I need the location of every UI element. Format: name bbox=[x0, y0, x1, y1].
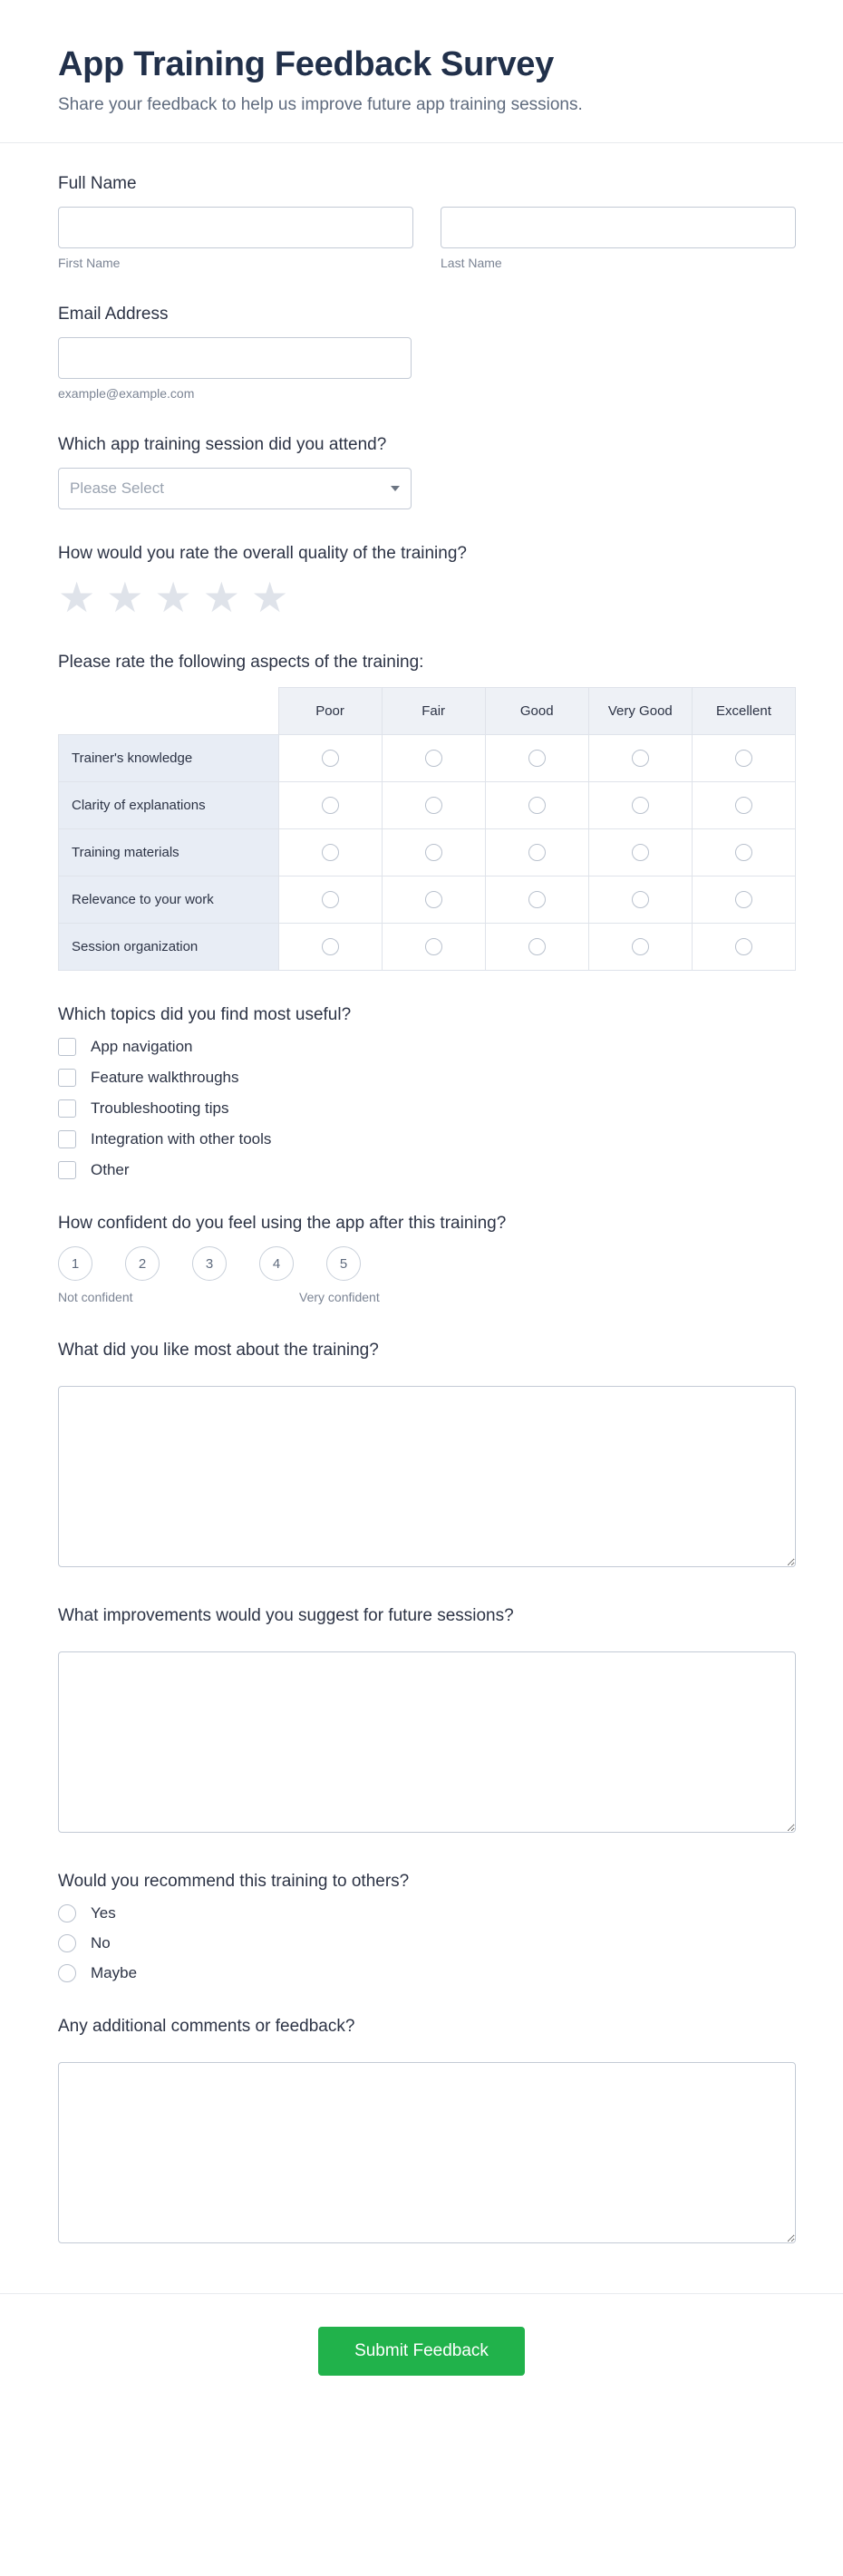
radio-icon[interactable] bbox=[528, 797, 546, 814]
radio-icon[interactable] bbox=[632, 844, 649, 861]
star-rating[interactable] bbox=[58, 574, 785, 621]
matrix-col-excellent: Excellent bbox=[692, 688, 795, 735]
confidence-option-1[interactable]: 1 bbox=[58, 1246, 92, 1281]
radio-icon[interactable] bbox=[322, 938, 339, 955]
first-name-input[interactable] bbox=[58, 207, 413, 248]
matrix-cell-1-2[interactable] bbox=[485, 782, 588, 829]
matrix-cell-0-2[interactable] bbox=[485, 735, 588, 782]
full-name-label: Full Name bbox=[58, 174, 137, 193]
email-label: Email Address bbox=[58, 305, 169, 324]
topics-label: Which topics did you find most useful? bbox=[58, 1005, 352, 1024]
topic-label-3: Integration with other tools bbox=[91, 1130, 272, 1148]
matrix-cell-3-1[interactable] bbox=[382, 876, 485, 924]
radio-icon[interactable] bbox=[322, 750, 339, 767]
radio-icon[interactable] bbox=[425, 938, 442, 955]
session-selected-value: Please Select bbox=[70, 479, 164, 497]
matrix-row-label-1: Clarity of explanations bbox=[59, 782, 279, 829]
radio-icon[interactable] bbox=[632, 797, 649, 814]
radio-icon[interactable] bbox=[58, 1934, 76, 1952]
star-icon-1[interactable]: ★ bbox=[58, 574, 96, 621]
table-row bbox=[59, 876, 796, 924]
matrix-col-very-good: Very Good bbox=[588, 688, 692, 735]
improvements-textarea[interactable] bbox=[58, 1651, 796, 1833]
matrix-cell-4-3[interactable] bbox=[588, 924, 692, 971]
confidence-scale bbox=[58, 1246, 785, 1281]
recommend-option-maybe[interactable] bbox=[58, 1964, 785, 1982]
matrix-cell-4-4[interactable] bbox=[692, 924, 795, 971]
matrix-cell-2-1[interactable] bbox=[382, 829, 485, 876]
improvements-label: What improvements would you suggest for future sessions? bbox=[58, 1606, 514, 1625]
radio-icon[interactable] bbox=[322, 844, 339, 861]
recommend-label: Would you recommend this training to others? bbox=[58, 1872, 410, 1891]
table-row bbox=[59, 829, 796, 876]
topic-label-1: Feature walkthroughs bbox=[91, 1069, 239, 1086]
table-row bbox=[59, 782, 796, 829]
matrix-cell-0-0[interactable] bbox=[278, 735, 382, 782]
confidence-legend bbox=[58, 1290, 785, 1306]
field-confidence bbox=[58, 1214, 785, 1306]
confidence-legend-high: Very confident bbox=[299, 1290, 380, 1304]
matrix-cell-0-4[interactable] bbox=[692, 735, 795, 782]
form-header bbox=[0, 0, 843, 143]
matrix-cell-3-0[interactable] bbox=[278, 876, 382, 924]
email-sublabel: example@example.com bbox=[58, 386, 195, 401]
field-matrix bbox=[58, 653, 785, 971]
session-label: Which app training session did you attend? bbox=[58, 435, 387, 454]
confidence-option-2[interactable]: 2 bbox=[125, 1246, 160, 1281]
matrix-cell-3-2[interactable] bbox=[485, 876, 588, 924]
radio-icon[interactable] bbox=[425, 797, 442, 814]
radio-icon[interactable] bbox=[632, 891, 649, 908]
radio-icon[interactable] bbox=[425, 844, 442, 861]
field-topics bbox=[58, 1005, 785, 1179]
topic-option-other[interactable] bbox=[58, 1161, 785, 1179]
matrix-cell-1-0[interactable] bbox=[278, 782, 382, 829]
overall-rating-label: How would you rate the overall quality of the training? bbox=[58, 544, 467, 563]
confidence-label: How confident do you feel using the app after this training? bbox=[58, 1214, 507, 1233]
matrix-header-row bbox=[59, 688, 796, 735]
chevron-down-icon bbox=[391, 486, 400, 491]
table-row bbox=[59, 735, 796, 782]
topic-label-0: App navigation bbox=[91, 1038, 193, 1055]
recommend-option-yes[interactable] bbox=[58, 1904, 785, 1922]
checkbox-icon[interactable] bbox=[58, 1099, 76, 1118]
radio-icon[interactable] bbox=[735, 797, 752, 814]
confidence-option-3[interactable]: 3 bbox=[192, 1246, 227, 1281]
matrix-cell-3-3[interactable] bbox=[588, 876, 692, 924]
matrix-corner bbox=[59, 688, 279, 735]
matrix-cell-2-3[interactable] bbox=[588, 829, 692, 876]
page-title: App Training Feedback Survey bbox=[58, 45, 554, 83]
matrix-cell-4-2[interactable] bbox=[485, 924, 588, 971]
topic-label-4: Other bbox=[91, 1161, 130, 1178]
page-subtitle: Share your feedback to help us improve future app training sessions. bbox=[58, 95, 583, 114]
matrix-col-good: Good bbox=[485, 688, 588, 735]
matrix-cell-1-4[interactable] bbox=[692, 782, 795, 829]
matrix-row-label-0: Trainer's knowledge bbox=[59, 735, 279, 782]
form-body bbox=[0, 143, 843, 2293]
field-recommend bbox=[58, 1872, 785, 1982]
matrix-row-label-3: Relevance to your work bbox=[59, 876, 279, 924]
radio-icon[interactable] bbox=[528, 891, 546, 908]
checkbox-icon[interactable] bbox=[58, 1069, 76, 1087]
full-name-row bbox=[58, 207, 785, 270]
topic-option-troubleshooting-tips[interactable] bbox=[58, 1099, 785, 1118]
last-name-input[interactable] bbox=[441, 207, 796, 248]
confidence-legend-low: Not confident bbox=[58, 1290, 133, 1304]
matrix-col-fair: Fair bbox=[382, 688, 485, 735]
star-icon-5[interactable]: ★ bbox=[251, 574, 289, 621]
comments-textarea[interactable] bbox=[58, 2062, 796, 2243]
matrix-cell-2-0[interactable] bbox=[278, 829, 382, 876]
table-row bbox=[59, 924, 796, 971]
matrix-cell-4-0[interactable] bbox=[278, 924, 382, 971]
radio-icon[interactable] bbox=[322, 797, 339, 814]
field-email bbox=[58, 305, 785, 401]
radio-icon[interactable] bbox=[425, 750, 442, 767]
field-session bbox=[58, 435, 785, 509]
checkbox-icon[interactable] bbox=[58, 1038, 76, 1056]
radio-icon[interactable] bbox=[528, 750, 546, 767]
topic-label-2: Troubleshooting tips bbox=[91, 1099, 229, 1117]
radio-icon[interactable] bbox=[632, 750, 649, 767]
field-overall-rating bbox=[58, 544, 785, 621]
radio-icon[interactable] bbox=[735, 938, 752, 955]
matrix-cell-1-1[interactable] bbox=[382, 782, 485, 829]
field-improvements bbox=[58, 1606, 785, 1837]
radio-icon[interactable] bbox=[735, 891, 752, 908]
matrix-label: Please rate the following aspects of the training: bbox=[58, 653, 424, 672]
matrix-row-label-2: Training materials bbox=[59, 829, 279, 876]
field-full-name bbox=[58, 174, 785, 270]
submit-button[interactable]: Submit Feedback bbox=[318, 2327, 525, 2376]
radio-icon[interactable] bbox=[735, 750, 752, 767]
topic-option-feature-walkthroughs[interactable] bbox=[58, 1069, 785, 1087]
star-icon-3[interactable]: ★ bbox=[154, 574, 192, 621]
recommend-label-0: Yes bbox=[91, 1904, 116, 1922]
field-liked-most bbox=[58, 1341, 785, 1572]
liked-most-textarea[interactable] bbox=[58, 1386, 796, 1567]
radio-icon[interactable] bbox=[58, 1904, 76, 1922]
checkbox-icon[interactable] bbox=[58, 1161, 76, 1179]
matrix-cell-2-2[interactable] bbox=[485, 829, 588, 876]
last-name-col bbox=[441, 207, 796, 270]
radio-icon[interactable] bbox=[528, 844, 546, 861]
star-icon-2[interactable]: ★ bbox=[106, 574, 144, 621]
matrix-row-label-4: Session organization bbox=[59, 924, 279, 971]
matrix-col-poor: Poor bbox=[278, 688, 382, 735]
radio-icon[interactable] bbox=[735, 844, 752, 861]
first-name-col bbox=[58, 207, 413, 270]
form-footer bbox=[0, 2293, 843, 2416]
last-name-sublabel: Last Name bbox=[441, 256, 502, 270]
matrix-cell-2-4[interactable] bbox=[692, 829, 795, 876]
radio-icon[interactable] bbox=[425, 891, 442, 908]
session-select[interactable] bbox=[58, 468, 412, 509]
matrix-cell-1-3[interactable] bbox=[588, 782, 692, 829]
matrix-cell-4-1[interactable] bbox=[382, 924, 485, 971]
matrix-cell-0-1[interactable] bbox=[382, 735, 485, 782]
matrix-cell-3-4[interactable] bbox=[692, 876, 795, 924]
star-icon-4[interactable]: ★ bbox=[202, 574, 240, 621]
topic-option-app-navigation[interactable] bbox=[58, 1038, 785, 1056]
recommend-label-1: No bbox=[91, 1934, 111, 1951]
recommend-option-no[interactable] bbox=[58, 1934, 785, 1952]
radio-icon[interactable] bbox=[632, 938, 649, 955]
radio-icon[interactable] bbox=[322, 891, 339, 908]
field-comments bbox=[58, 2017, 785, 2248]
recommend-label-2: Maybe bbox=[91, 1964, 138, 1981]
radio-icon[interactable] bbox=[528, 938, 546, 955]
confidence-option-5[interactable]: 5 bbox=[326, 1246, 361, 1281]
first-name-sublabel: First Name bbox=[58, 256, 121, 270]
comments-label: Any additional comments or feedback? bbox=[58, 2017, 355, 2036]
topic-option-integration[interactable] bbox=[58, 1130, 785, 1148]
rating-matrix bbox=[58, 687, 796, 971]
matrix-cell-0-3[interactable] bbox=[588, 735, 692, 782]
liked-most-label: What did you like most about the training? bbox=[58, 1341, 379, 1360]
confidence-option-4[interactable]: 4 bbox=[259, 1246, 294, 1281]
checkbox-icon[interactable] bbox=[58, 1130, 76, 1148]
email-input[interactable] bbox=[58, 337, 412, 379]
radio-icon[interactable] bbox=[58, 1964, 76, 1982]
